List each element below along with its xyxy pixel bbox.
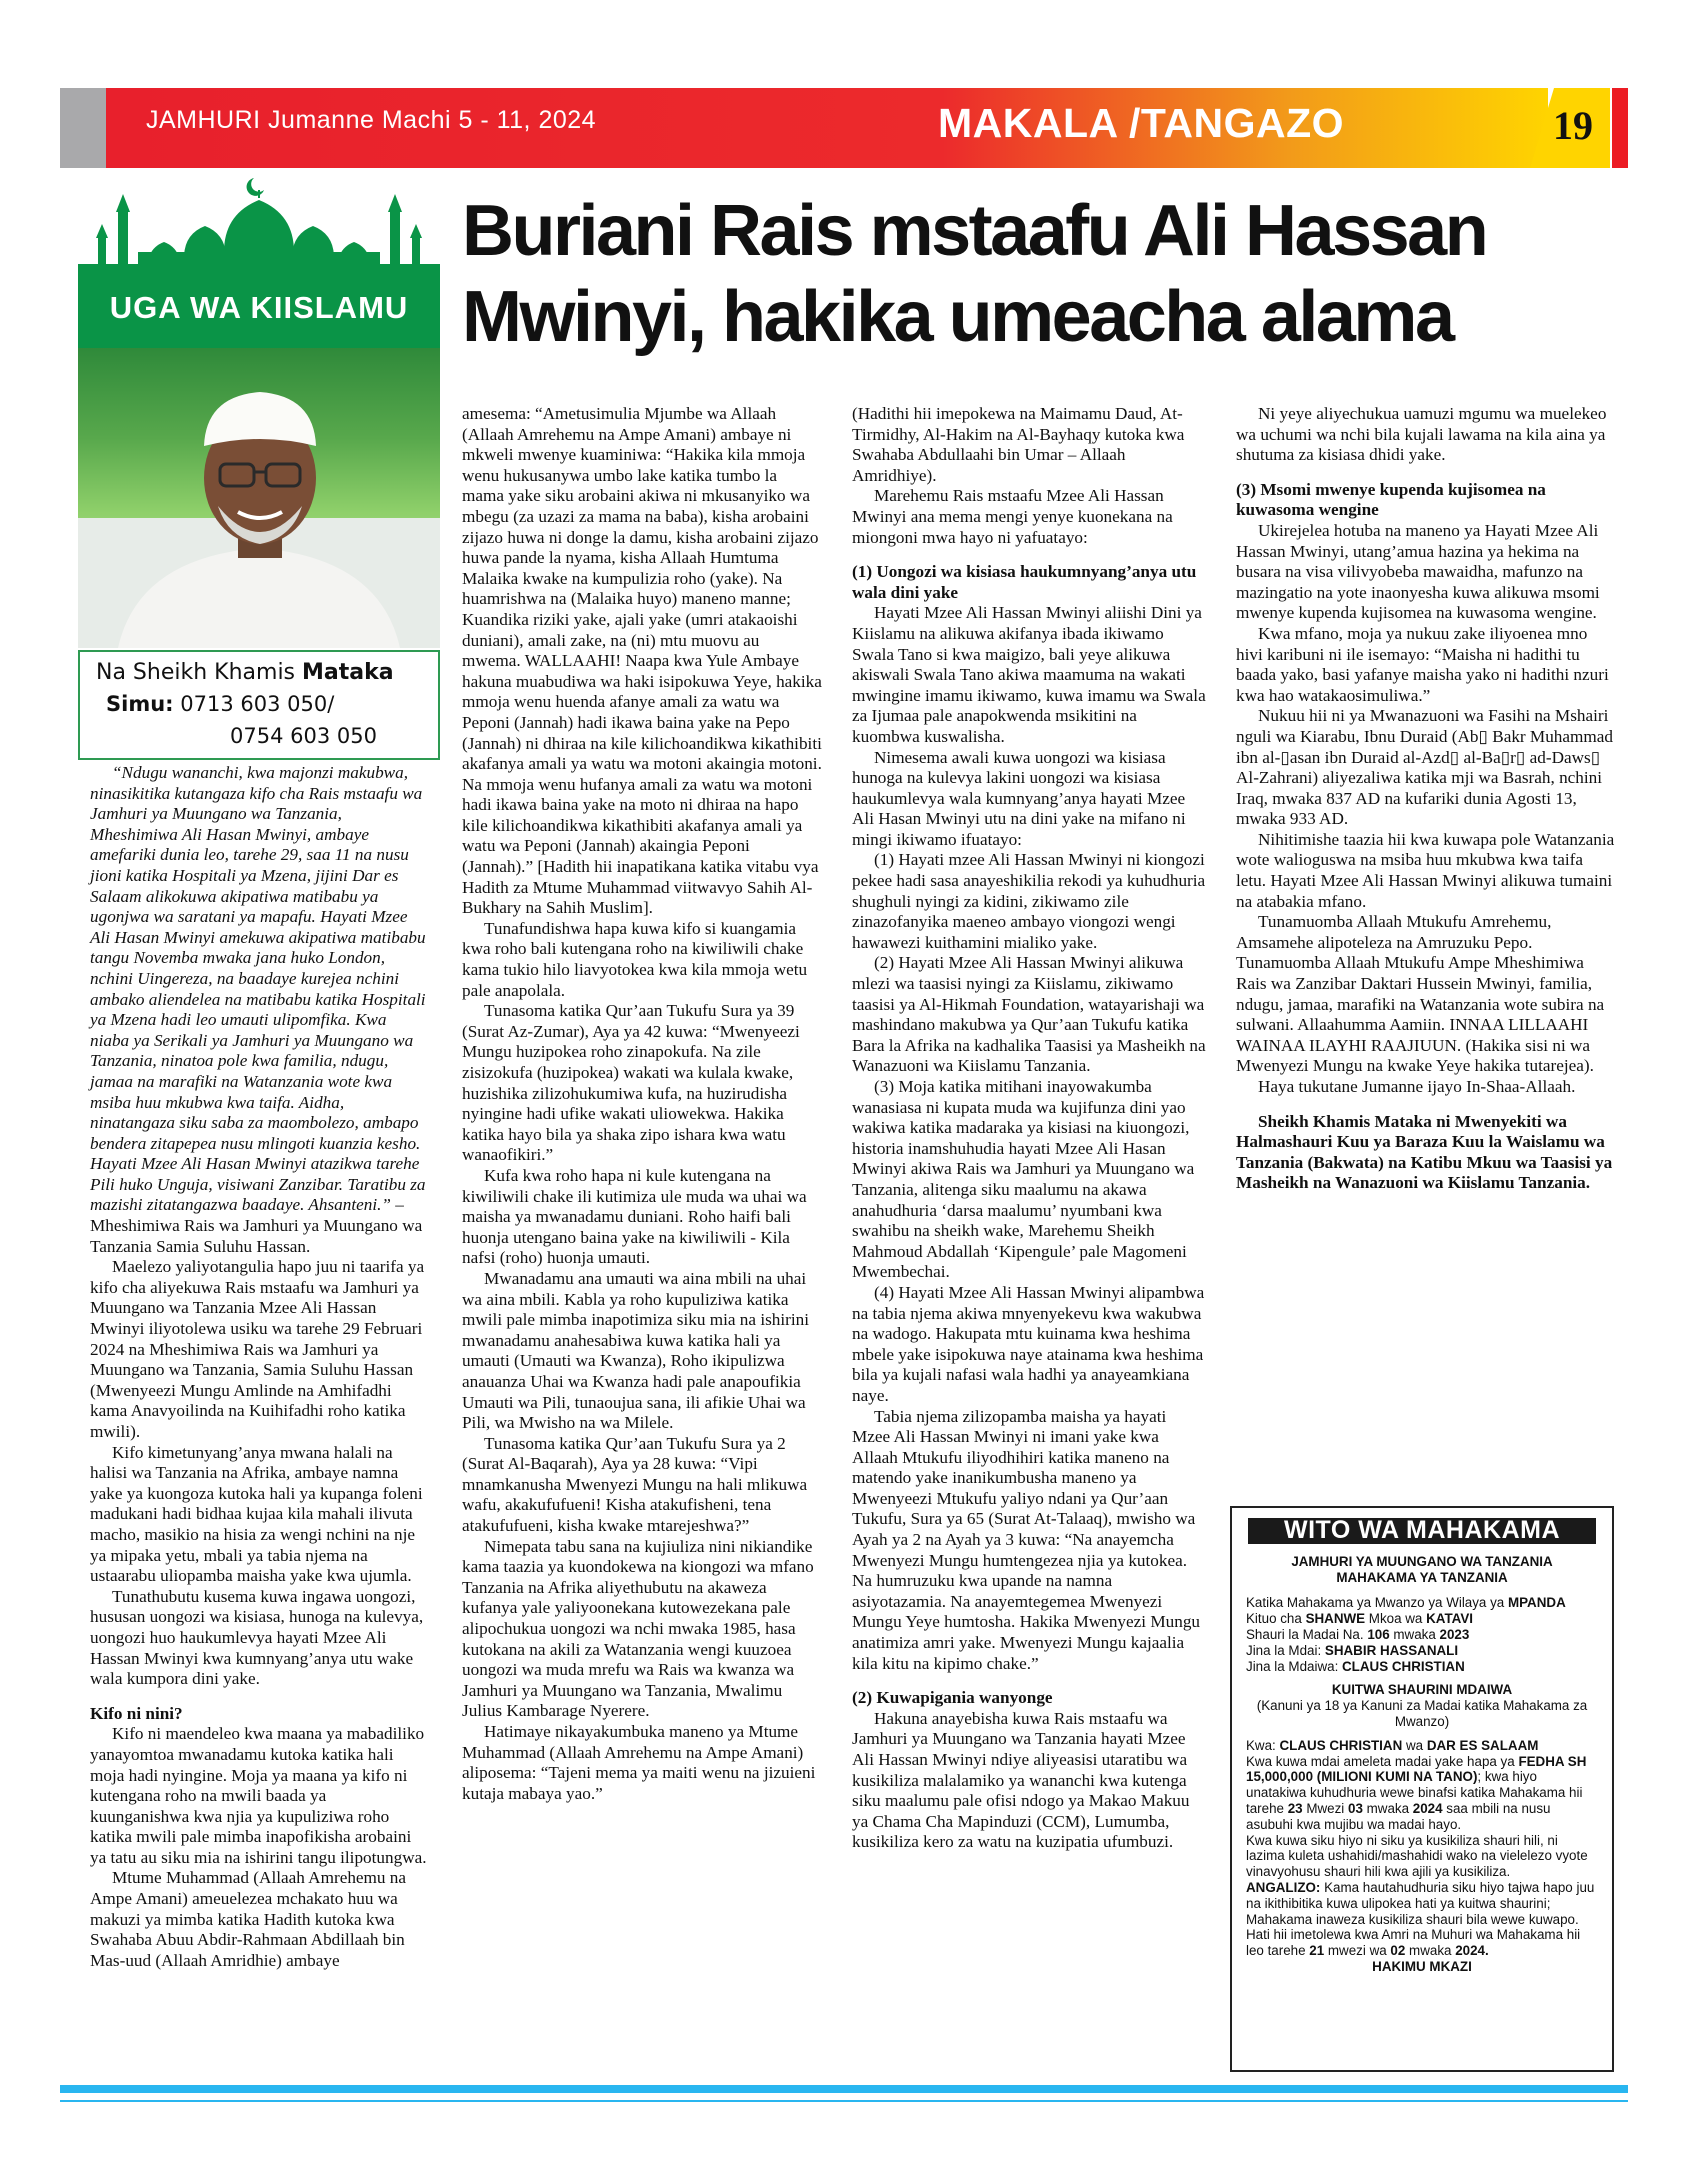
text: mwaka	[1362, 1800, 1413, 1816]
opening-quote: “Ndugu wananchi, kwa majonzi makubwa, ninasikitika kutangaza kifo cha Rais mstaafu wa Jamhuri ya Muungano wa Tanzania, Mheshimiwa Ali Hasan Mwinyi, ambaye amefariki dunia leo, tarehe 29, saa 11 na nusu jioni katika Hospitali ya Mzena, jijini Dar es Salaam alikokuwa akipatiwa matibabu ya ugonjwa wa saratani ya mapafu. Hayati Mzee Ali Hasan Mwinyi amekuwa akipatiwa matibabu tangu Novemba mwaka jana huko London, nchini Uingereza, na baadaye kurejea nchini ambako aliendelea na matibabu katika Hospitali ya Mzena hadi leo umauti ulipomfika. Kwa niaba ya Serikali ya Jamhuri ya Muungano wa Tanzania, ninatoa pole kwa familia, ndugu, jamaa na marafiki na Watanzania wote kwa msiba huu mkubwa kwa taifa. Aidha, ninatangaza siku saba za maombolezo, ambapo bendera zitapepea nusu mlingoti kuanzia kesho. Hayati Mzee Ali Hasan Mwinyi atazikwa tarehe Pili huko Unguja, visiwani Zanzibar. Taratibu za mazishi zitatangazwa baadaye. Ahsanteni.”	[90, 763, 426, 1215]
warning-label: ANGALIZO:	[1246, 1879, 1321, 1895]
notice-warning-paragraph	[1246, 1880, 1598, 1927]
paragraph: Kifo kimetunyang’anya mwana halali na halisi wa Tanzania na Afrika, ambaye namna yake ya kuongoza kutoka hali ya kupanga foleni madukani hadi bidhaa kujaa kila mahali ilivuta macho, masikio na hisia za wengi nchini na nje ya mipaka yetu, mbali ya tabia njema na ustaarabu uliopamba maisha yake kwa ujumla.	[90, 1442, 423, 1586]
text: saa mbili na nusu asubuhi kwa mujibu wa madai hayo.	[1246, 1800, 1551, 1832]
author-name	[96, 660, 394, 685]
paragraph: Nimepata tabu sana na kujiuliza nini nikiandike kama taazia ya kuondokewa na kiongozi wa mfano Tanzania na Afrika aliyethubutu na akaweza kufanya yale yaliyoonekana kutowezekana pale alipochukua uongozi wa nchi mwaka 1985, hasa kutokana na akili za Watanzania wengi kuuzoea uongozi wa muda mrefu wa Rais wa kwanza wa Jamhuri ya Muungano wa Tanzania, Mwalimu Julius Kambarage Nyerere.	[462, 1536, 814, 1721]
notice-signatory: HAKIMU MKAZI	[1372, 1958, 1472, 1974]
article-column-3	[852, 404, 1208, 1853]
notice-line	[1246, 1659, 1598, 1675]
text: Hati hii imetolewa kwa Amri na Muhuri wa Mahakama hii leo tarehe	[1246, 1927, 1581, 1959]
subheading: Kifo ni nini?	[90, 1703, 183, 1723]
case-year: 2023	[1439, 1626, 1470, 1642]
text: mwaka	[1389, 1626, 1440, 1642]
paragraph: Nukuu hii ni ya Mwanazuoni wa Fasihi na Mshairi nguli wa Kiarabu, Ibnu Duraid (Ab▯ Bakr Muhammad ibn al-▯asan ibn Duraid al-Azd▯ al-Ba▯r▯ ad-Daws▯ Al-Zahrani) aliyezaliwa katika mji wa Basrah, nchini Iraq, mwaka 837 AD na kufariki dunia Agosti 13, mwaka 933 AD.	[1236, 706, 1613, 829]
text: Mwezi	[1302, 1800, 1348, 1816]
paragraph: amesema: “Ametusimulia Mjumbe wa Allaah (Allaah Amrehemu na Ampe Amani) ambaye ni mkweli mwenye kuaminiwa: “Hakika kila mmoja wenu hukusanywa umbo lake katika tumbo la mama yake siku arobaini akiwa ni mkusanyiko wa mbegu (za uzazi za mama na baba), kisha arobaini zijazo huwa ni donge la damu, kisha arobaini zijazo huwa pande la nyama, kisha Allaah Humtuma Malaika kwake na kumpulizia roho (yake). Na huamrishwa na (Malaika huyo) maneno manne; Kuandika riziki yake, ajali yake (umri atakaoishi duniani), amali zake, na (ni) mtu muovu au mwema. WALLAAHI! Naapa kwa Yule Ambaye hakuna muabudiwa wa haki isipokuwa Yeye, hakika mmoja wenu huenda afanye amali za watu wa Peponi (Jannah) hadi ikawa baina yake na Pepo (Jannah) ni dhiraa na kile kilichoandikwa kikathibiti akafanya amali ya watu wa motoni akaingia motoni. Na mmoja wenu hufanya amali za watu wa motoni hadi ikawa baina yake na moto ni dhiraa na hapo kile kilichoandikwa kikathibiti akafanya amali ya watu wa Peponi (Jannah) akaingia Peponi (Jannah).” [Hadith hii inapatikana katika vitabu vya Hadith za Mtume Muhammad viitwavyo Sahih Al-Bukhary na Sahih Muslim].	[462, 404, 822, 918]
paragraph: Nihitimishe taazia hii kwa kuwapa pole Watanzania wote walioguswa na msiba huu mkubwa kwa taifa letu. Hayati Mzee Ali Hassan Mwinyi alikuwa tumaini na atabakia mfano.	[1236, 829, 1615, 911]
author-bio: Sheikh Khamis Mataka ni Mwenyekiti wa Halmashauri Kuu ya Baraza Kuu la Waislamu wa Tanzania (Bakwata) na Katibu Mkuu wa Taasisi ya Masheikh na Wanazuoni wa Kiislamu Tanzania.	[1236, 1111, 1613, 1193]
case-number: 106	[1367, 1626, 1390, 1642]
headline-line-2: Mwinyi, hakika umeacha alama	[462, 277, 1453, 357]
paragraph: Maelezo yaliyotangulia hapo juu ni taarifa ya kifo cha aliyekuwa Rais mstaafu wa Jamhuri ya Muungano wa Tanzania Mzee Ali Hassan Mwinyi iliyotolewa usiku wa tarehe 29 Februari 2024 na Mheshimiwa Rais wa Jamhuri ya Muungano wa Tanzania, Samia Suluhu Hassan (Mwenyeezi Mungu Amlinde na Amhifadhi kama Anavyoilinda na Kuihifadhi roho katika mwili).	[90, 1257, 425, 1441]
notice-line	[1246, 1611, 1598, 1627]
text: Shauri la Madai Na.	[1246, 1626, 1368, 1642]
headline-line-1: Buriani Rais mstaafu Ali Hassan	[462, 191, 1487, 271]
plaintiff-name: SHABIR HASSANALI	[1324, 1642, 1459, 1658]
paragraph: Marehemu Rais mstaafu Mzee Ali Hassan Mwinyi ana mema mengi yenye kuonekana na miongoni mwa hayo ni yafuatayo:	[852, 486, 1173, 547]
paragraph: Tunasoma katika Qur’aan Tukufu Sura ya 39 (Surat Az-Zumar), Aya ya 42 kuwa: “Mwenyeezi Mungu huzipokea roho zinapokufa. Na zile zisizokufa (huzipokea) wakati wa kulala kwake, huzishika zilizohukumiwa kufa, na huzirudisha nyingine hadi ufike wakati uliowekwa. Hakika katika hayo bila ya shaka zipo ishara kwa watu wanaofikiri.”	[462, 1001, 800, 1165]
paragraph: (1) Hayati mzee Ali Hassan Mwinyi ni kiongozi pekee hadi sasa anayeshikilia rekodi ya kuhudhuria shughuli nyingi za kidini, zikiwamo zile zinazofanyika maeneo ambayo viongozi wengi hawawezi kuithamini mialiko yake.	[852, 850, 1206, 952]
header-end-bar	[1612, 88, 1628, 168]
author-portrait	[78, 348, 440, 648]
text: wa	[1402, 1737, 1427, 1753]
phone-label: Simu:	[106, 692, 174, 716]
issue-month: 02	[1390, 1943, 1406, 1959]
addressee-name: CLAUS CHRISTIAN	[1279, 1737, 1403, 1753]
paragraph: Tunasoma katika Qur’aan Tukufu Sura ya 2 (Surat Al-Baqarah), Aya ya 28 kuwa: “Vipi mnamkanusha Mwenyezi Mungu na hali mlikuwa wafu, akakufufueni! Kisha atakufisheni, tena atakufufueni, kisha kwake mtarejeshwa?”	[462, 1433, 808, 1536]
phone-number-1: 0713 603 050/	[173, 692, 335, 716]
paragraph: (2) Hayati Mzee Ali Hassan Mwinyi alikuwa mlezi wa taasisi nyingi za Kiislamu, zikiwamo taasisi ya Al-Hikmah Foundation, watayarishaji wa mashindano makubwa ya Qur’aan Tukufu katika Bara la Afrika na kadhalika Taasisi ya Masheikh na Wanazuoni wa Kiislamu Tanzania.	[852, 953, 1206, 1076]
paragraph: Tunathubutu kusema kuwa ingawa uongozi, hususan uongozi wa kisiasa, hunoga na kulevya, uongozi huo haukumlevya hayati Mzee Ali Hassan Mwinyi kwa kumnyang’anya utu wake wala kumpora dini yake.	[90, 1586, 424, 1689]
text: Katika Mahakama ya Mwanzo ya Wilaya ya	[1246, 1595, 1508, 1611]
district-name: MPANDA	[1507, 1595, 1566, 1611]
notice-case-details	[1246, 1595, 1598, 1674]
subheading: (2) Kuwapigania wanyonge	[852, 1688, 1053, 1708]
paragraph: Mtume Muhammad (Allaah Amrehemu na Ampe Amani) ameuelezea mchakato huu wa makuzi ya mimba katika Hadith kutoka kwa Swahaba Abuu Abdir-Rahmaan Abdillaah bin Mas-uud (Allaah Amridhie) ambaye	[90, 1868, 407, 1970]
header-gray-block	[60, 88, 106, 168]
issue-day: 21	[1309, 1943, 1325, 1959]
paragraph: Hakuna anayebisha kuwa Rais mstaafu wa Jamhuri ya Muungano wa Tanzania hayati Mzee Ali Hassan Mwinyi ndiye aliyeasisi utaratibu wa kusikiliza malalamiko ya wananchi kwa kutenga siku maalumu pale ofisi ndogo ya Makao Makuu ya Chama Cha Mapinduzi (CCM), Lumumba, kusikiliza kero za watu na kuzipatia ufumbuzi.	[852, 1708, 1190, 1852]
text: ; kwa hiyo unatakiwa kuhudhuria wewe binafsi katika Mahakama hii tarehe	[1246, 1769, 1583, 1816]
notice-rule-reference: (Kanuni ya 18 ya Kanuni za Madai katika Mahakama za Mwanzo)	[1256, 1698, 1588, 1729]
text: Kwa kuwa mdai ameleta madai yake hapa ya	[1246, 1753, 1519, 1769]
author-surname: Mataka	[302, 660, 394, 685]
footer-rule-thin	[60, 2100, 1628, 2102]
notice-addressee	[1246, 1738, 1598, 1754]
station-name: SHANWE	[1305, 1611, 1366, 1627]
paragraph: Kifo ni maendeleo kwa maana ya mabadiliko yanayomtoa mwanadamu kutoka katika hali moja hadi nyingine. Moja ya maana ya kifo ni kutengana roho na mwili baada ya kuunganishwa kwa njia ya kupuliziwa roho katika mwili pale mimba inapofikisha arobaini ya tatu au siku mia na ishirini tangu ilipotungwa.	[90, 1724, 427, 1867]
notice-line	[1246, 1627, 1598, 1643]
mosque-icon	[78, 168, 440, 282]
region-name: KATAVI	[1426, 1611, 1473, 1627]
paragraph: Hayati Mzee Ali Hassan Mwinyi aliishi Dini ya Kiislamu na alikuwa akifanya ibada ikiwamo Swala Tano si kwa maigizo, bali yeye alikuwa akiswali Swala Tano akiwa maamuma na wakati mwingine imamu ikiwamo, kuwa imamu wa Swala za Ijumaa pale anapokwenda msikitini na kuombwa kuswalisha.	[852, 603, 1206, 746]
text: mwaka	[1405, 1943, 1456, 1959]
paragraph: (3) Moja katika mitihani inayowakumba wanasiasa ni kupata muda wa kujifunza dini yao wakiwa katika madaraka ya kisiasi na kiuongozi, historia inamshuhudia hayati Mzee Ali Hasan Mwinyi akiwa Rais wa Jamhuri ya Muungano wa Tanzania, alitenga siku maalumu na akawa anahudhuria ‘darsa maalumu’ nyumbani kwa swahibu na sheikh wake, Marehemu Sheikh Mahmoud Abdallah ‘Kipengule’ pale Magomeni Mwembechai.	[852, 1077, 1195, 1282]
defendant-name: CLAUS CHRISTIAN	[1342, 1658, 1465, 1674]
text: Jina la Mdai:	[1246, 1642, 1325, 1658]
column-title: UGA WA KIISLAMU	[109, 290, 409, 325]
author-byline	[78, 650, 440, 760]
text: mwezi wa	[1324, 1943, 1391, 1959]
notice-issue-paragraph	[1246, 1927, 1598, 1959]
paragraph: Nimesema awali kuwa uongozi wa kisiasa hunoga na kulevya lakini uongozi wa kisiasa haukumlevya wala kumnyang’anya hayati Mzee Ali Hasan Mwinyi utu na dini yake na mifano ni mingi ikiwamo ifuatayo:	[852, 747, 1186, 849]
phone-number-2: 0754 603 050	[230, 724, 377, 748]
notice-court-name: JAMHURI YA MUUNGANO WA TANZANIA MAHAKAMA YA TANZANIA	[1291, 1553, 1553, 1585]
paragraph: Ukirejelea hotuba na maneno ya Hayati Mzee Ali Hassan Mwinyi, utang’amua hazina ya hekima na busara na visa vilivyobeba mawaidha, mafunzo na mazingatio na yote inaonyesha kuwa alikuwa msomi mwenye kupenda kujisomea na kuwasoma wengine.	[1236, 520, 1600, 623]
paragraph: Hatimaye nikayakumbuka maneno ya Mtume Muhammad (Allaah Amrehemu na Ampe Amani) aliposema: “Tajeni mema ya maiti wenu na jizuieni kutaja mabaya yao.”	[462, 1722, 816, 1803]
court-summons-notice	[1230, 1506, 1614, 2072]
page-header	[60, 88, 1628, 168]
spacer	[1236, 1098, 1616, 1112]
text: Jina la Mdaiwa:	[1246, 1658, 1343, 1674]
quote-attribution: – Mheshimiwa Rais wa Jamhuri ya Muungano wa Tanzania Samia Suluhu Hassan.	[90, 1195, 423, 1256]
article-column-1	[90, 763, 428, 1971]
author-name-prefix: Na Sheikh Khamis	[96, 660, 303, 685]
footer-rule-thick	[60, 2085, 1628, 2093]
subheading: (3) Msomi mwenye kupenda kujisomea na kuwasoma wengine	[1236, 479, 1546, 520]
paragraph: Kwa mfano, moja ya nukuu zake iliyoenea mno hivi karibuni ni ile isemayo: “Maisha ni hadithi tu baada yako, basi yafanye maisha yako ni hadithi nzuri kwa hao watakaosimuliwa.”	[1236, 623, 1609, 705]
notice-title: WITO WA MAHAKAMA	[1248, 1518, 1596, 1544]
hearing-year: 2024	[1412, 1800, 1443, 1816]
text: Mkoa wa	[1365, 1611, 1427, 1627]
column-badge	[78, 168, 440, 348]
paragraph: Mwanadamu ana umauti wa aina mbili na uhai wa aina mbili. Kabla ya roho kupuliziwa katika mwili pale mimba inapotimiza siku mia na ishirini mwanadamu anahesabiwa kuwa katika hali ya umauti (Umauti wa Kwanza), Roho ikipulizwa anauanza Uhai wa Kwanza hadi pale anapoufikia Umauti wa Pili, tunaoujua sana, ili afikie Uhai wa Pili, wa Mwisho na wa Milele.	[462, 1268, 810, 1433]
page-number: 19	[1553, 103, 1593, 148]
section-title: MAKALA /TANGAZO	[938, 100, 1345, 146]
paragraph: Tabia njema zilizopamba maisha ya hayati Mzee Ali Hassan Mwinyi ni imani yake kwa Allaah Mtukufu iliyodhihiri katika maneno na matendo yake inanikumbusha maneno ya Mwenyeezi Mtukufu yaliyo ndani ya Qur’aan Tukufu, Sura ya 65 (Surat At-Talaaq), mwisho wa Ayah ya 2 na Ayah ya 3 kuwa: “Na anayemcha Mwenyezi Mungu humtengezea njia ya kutokea. Na humruzuku kwa upande na namna asiyotazamia. Na anayemtegemea Mwenyezi Mungu Yeye humtosha. Hakika Mwenyezi Mungu anatimiza amri yake. Mwenyezi Mungu kajaalia kila kitu na kipimo chake.”	[852, 1406, 1201, 1673]
paragraph: Kufa kwa roho hapa ni kule kutengana na kiwiliwili chake ili kutimiza ule muda wa uhai wa maisha ya mwanadamu duniani. Roho haifi bali huonja utengano baina yake na kiwiliwili - Kila nafsi (roho) huonja umauti.	[462, 1165, 807, 1268]
text: Kituo cha	[1246, 1611, 1306, 1627]
issue-year: 2024.	[1455, 1943, 1489, 1959]
paragraph: (Hadithi hii imepokewa na Maimamu Daud, At-Tirmidhy, Al-Hakim na Al-Bayhaqy kutoka kwa Swahaba Abdullaahi bin Umar – Allaah Amridhiye).	[852, 404, 1185, 485]
addressee-city: DAR ES SALAAM	[1426, 1737, 1539, 1753]
paragraph: Tunamuomba Allaah Mtukufu Amrehemu, Amsamehe alipoteleza na Amruzuku Pepo. Tunamuomba Allaah Mtukufu Ampe Mheshimiwa Rais wa Zanzibar Daktari Hussein Mwinyi, familia, ndugu, jamaa, marafiki na Watanzania wote subira na sulwani. Allaahumma Aamiin. INNAA LILLAAHI WAINAA ILAYHI RAAJIUUN. (Hakika sisi ni wa Mwenyezi Mungu na kwake Yeye hakika tutarejea).	[1236, 912, 1605, 1076]
paragraph: Tunafundishwa hapa kuwa kifo si kuangamia kwa roho bali kutengana roho na kiwiliwili chake kama tukio hilo liavyotokea kwa kila mmoja wetu pale anapolala.	[462, 918, 808, 1000]
claim-amount: FEDHA SH 15,000,000 (MILIONI KUMI NA TANO)	[1246, 1753, 1587, 1785]
article-column-2	[462, 404, 822, 1804]
notice-subheading: KUITWA SHAURINI MDAIWA	[1331, 1682, 1513, 1698]
author-photo-illustration	[78, 348, 440, 648]
subheading: (1) Uongozi wa kisiasa haukumnyang’anya utu wala dini yake	[852, 562, 1197, 602]
article-column-4	[1236, 404, 1616, 1194]
paragraph: (4) Hayati Mzee Ali Hassan Mwinyi alipambwa na tabia njema akiwa mnyenyekevu kwa wakubwa na wadogo. Hakupata mtu kuinama kwa heshima mbele yake isipokuwa naye atainama kwa heshima bila ya kujali nafasi wala hadhi ya anayeamkiana naye.	[852, 1282, 1205, 1405]
article-headline	[462, 188, 1622, 360]
paragraph: Haya tukutane Jumanne ijayo In-Shaa-Allaah.	[1258, 1077, 1576, 1096]
text: Kama hautahudhuria siku hiyo tajwa hapo juu na ikithibitika kuwa ulipokea hati ya kuitwa shaurini; Mahakama inaweza kusikiliza shauri bila wewe kuwapo.	[1246, 1879, 1595, 1927]
hearing-day: 23	[1287, 1800, 1303, 1816]
notice-line	[1246, 1643, 1598, 1659]
paragraph: Ni yeye aliyechukua uamuzi mgumu wa muelekeo wa uchumi wa nchi bila kujali lawama na kila aina ya shutuma za kisiasa dhidi yake.	[1236, 404, 1607, 465]
hearing-month: 03	[1348, 1800, 1363, 1816]
issue-date: JAMHURI Jumanne Machi 5 - 11, 2024	[146, 106, 597, 134]
notice-evidence-paragraph: Kwa kuwa siku hiyo ni siku ya kusikiliza shauri hili, ni lazima kuleta ushahidi/mashahidi wako na vielelezo vyote vinavyohusu shauri hili kwa ajili ya kusikiliza.	[1246, 1832, 1588, 1880]
author-phone	[106, 692, 334, 716]
text: Kwa:	[1246, 1737, 1280, 1753]
notice-line	[1246, 1595, 1598, 1611]
notice-claim-paragraph	[1246, 1754, 1598, 1833]
opening-quote-paragraph	[90, 763, 428, 1257]
